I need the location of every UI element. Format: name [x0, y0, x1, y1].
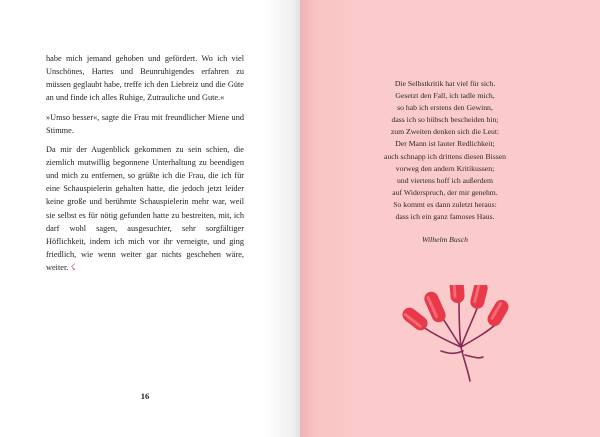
poem-line: so hab ich erstens den Gewinn, — [397, 103, 493, 113]
poem-line: dass ich so hübsch bescheiden bin; — [391, 115, 499, 125]
poem-line: So kommt es dann zuletzt heraus: — [393, 199, 497, 209]
poem-line: Gesetzt den Fall, ich tadle mich, — [395, 91, 495, 101]
poem-line: auf Widerspruch, der mir genehm. — [392, 187, 498, 197]
paragraph-3-text: Da mir der Augenblick gekommen zu sein schien, die ziemlich mutwillig begonnene Unterhaltung zu beendigen und mich zu entfernen, so grüßte ich die Frau, die ich für eine Schauspielerin gehalten hatte, die jedoch jetzt leider keine große und berühmte Schauspielerin mehr war, weil sie selbst es für nötig gefunden hatte zu bestreiten, mit, ich darf wohl sagen, ausgesuchter, sehr sorgfältiger Höflichkeit, indem ich mich vor ihr verneigte, und ging friedlich, wie wenn weiter gar nichts geschehen wäre, weiter. — [46, 145, 244, 272]
poem-author: Wilhelm Busch — [422, 235, 468, 244]
poem-line: dass ich ein ganz famoses Haus. — [395, 212, 495, 222]
flower-petals — [400, 285, 511, 333]
poem-line: Die Selbstkritik hat viel für sich. — [394, 79, 496, 88]
poem — [345, 78, 545, 223]
poem-line: Der Mann ist lauter Redlichkeit; — [395, 139, 495, 149]
poem-line: und viertens hoff ich außerdem — [397, 175, 493, 185]
end-mark-icon: ☇ — [70, 261, 76, 272]
poem-line: zum Zweiten denken sich die Leut: — [390, 127, 500, 137]
page-number: 16 — [140, 391, 150, 401]
paragraph-2: »Umso besser«, sagte die Frau mit freundlicher Miene und Stimme. — [46, 112, 244, 135]
flower-illustration — [395, 285, 515, 385]
poem-line: vorweg den andern Kritikussen; — [395, 163, 495, 173]
paragraph-3 — [46, 143, 244, 273]
body-text — [46, 52, 244, 280]
poem-line: auch schnapp ich drittens diesen Bissen — [384, 151, 506, 161]
paragraph-1: habe mich jemand gehoben und gefördert. Wo ich viel Unschönes, Hartes und Beunruhigendes erfahren zu müssen geglaubt habe, treffe ich den Liebreiz und die Güte an und finde ich alles Ruhige, Zutrauliche und Gute.« — [46, 54, 244, 103]
